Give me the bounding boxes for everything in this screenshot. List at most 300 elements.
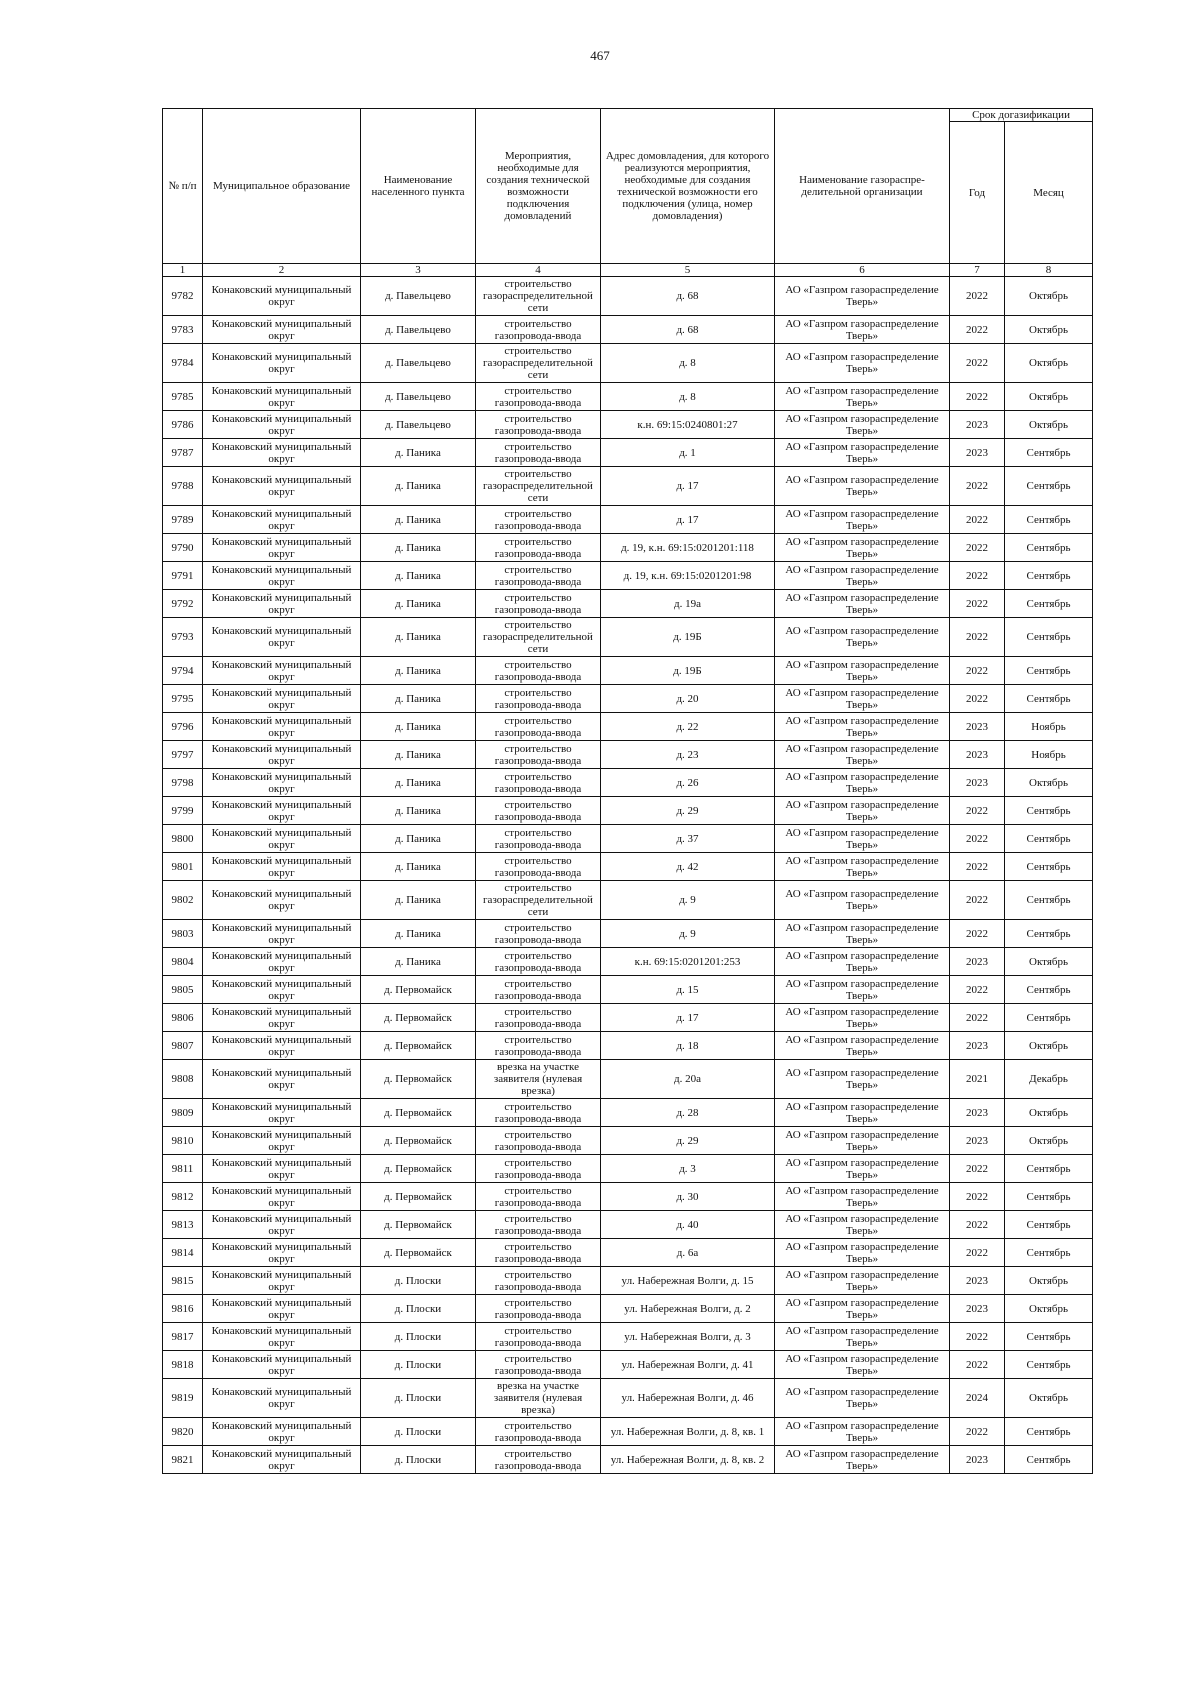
municipality-cell: Конаковский муниципальный округ [203,1446,361,1474]
address-cell: д. 19а [601,590,775,618]
header-cell: № п/п [163,109,203,264]
month-cell: Ноябрь [1005,741,1093,769]
month-cell: Сентябрь [1005,1323,1093,1351]
table-row [163,1060,1093,1099]
municipality-cell: Конаковский муниципальный округ [203,618,361,657]
measure-cell: строительство газораспределительной сети [476,618,601,657]
table-row [163,344,1093,383]
year-cell: 2022 [950,562,1005,590]
address-cell: д. 26 [601,769,775,797]
municipality-cell: Конаковский муниципальный округ [203,1323,361,1351]
address-cell: д. 17 [601,1004,775,1032]
year-cell: 2022 [950,1323,1005,1351]
measure-cell: строительство газопровода-ввода [476,1211,601,1239]
year-cell: 2022 [950,853,1005,881]
row-number-cell: 9820 [163,1418,203,1446]
measure-cell: строительство газопровода-ввода [476,825,601,853]
row-number-cell: 9818 [163,1351,203,1379]
gas-organization-cell: АО «Газпром газораспределение Тверь» [775,1183,950,1211]
address-cell: ул. Набережная Волги, д. 41 [601,1351,775,1379]
table-row [163,825,1093,853]
row-number-cell: 9811 [163,1155,203,1183]
municipality-cell: Конаковский муниципальный округ [203,1211,361,1239]
gas-organization-cell: АО «Газпром газораспределение Тверь» [775,1295,950,1323]
header-cell: Наименование газораспре-делительной организации [775,109,950,264]
month-cell: Сентябрь [1005,825,1093,853]
municipality-cell: Конаковский муниципальный округ [203,316,361,344]
settlement-cell: д. Павельцево [361,344,476,383]
table-row [163,383,1093,411]
row-number-cell: 9803 [163,920,203,948]
settlement-cell: д. Павельцево [361,411,476,439]
row-number-cell: 9821 [163,1446,203,1474]
column-number: 4 [476,264,601,277]
row-number-cell: 9789 [163,506,203,534]
measure-cell: строительство газопровода-ввода [476,797,601,825]
gas-organization-cell: АО «Газпром газораспределение Тверь» [775,1323,950,1351]
settlement-cell: д. Павельцево [361,316,476,344]
measure-cell: строительство газопровода-ввода [476,1446,601,1474]
settlement-cell: д. Первомайск [361,1183,476,1211]
settlement-cell: д. Первомайск [361,1004,476,1032]
year-cell: 2023 [950,439,1005,467]
month-cell: Сентябрь [1005,618,1093,657]
gas-organization-cell: АО «Газпром газораспределение Тверь» [775,383,950,411]
settlement-cell: д. Паника [361,853,476,881]
year-cell: 2022 [950,685,1005,713]
measure-cell: строительство газопровода-ввода [476,506,601,534]
year-cell: 2022 [950,797,1005,825]
row-number-cell: 9801 [163,853,203,881]
year-cell: 2022 [950,881,1005,920]
year-cell: 2023 [950,741,1005,769]
measure-cell: строительство газопровода-ввода [476,562,601,590]
table-row [163,1127,1093,1155]
measure-cell: строительство газораспределительной сети [476,344,601,383]
month-cell: Октябрь [1005,344,1093,383]
row-number-cell: 9816 [163,1295,203,1323]
column-number-row [163,264,1093,277]
municipality-cell: Конаковский муниципальный округ [203,657,361,685]
table-row [163,685,1093,713]
gas-organization-cell: АО «Газпром газораспределение Тверь» [775,1004,950,1032]
settlement-cell: д. Первомайск [361,1099,476,1127]
gas-organization-cell: АО «Газпром газораспределение Тверь» [775,685,950,713]
row-number-cell: 9817 [163,1323,203,1351]
gas-organization-cell: АО «Газпром газораспределение Тверь» [775,657,950,685]
gas-organization-cell: АО «Газпром газораспределение Тверь» [775,277,950,316]
row-number-cell: 9784 [163,344,203,383]
gas-organization-cell: АО «Газпром газораспределение Тверь» [775,1032,950,1060]
table-row [163,1295,1093,1323]
municipality-cell: Конаковский муниципальный округ [203,1099,361,1127]
measure-cell: строительство газопровода-ввода [476,383,601,411]
month-cell: Сентябрь [1005,467,1093,506]
municipality-cell: Конаковский муниципальный округ [203,976,361,1004]
month-cell: Сентябрь [1005,1418,1093,1446]
municipality-cell: Конаковский муниципальный округ [203,741,361,769]
municipality-cell: Конаковский муниципальный округ [203,277,361,316]
settlement-cell: д. Первомайск [361,976,476,1004]
address-cell: д. 17 [601,467,775,506]
municipality-cell: Конаковский муниципальный округ [203,948,361,976]
row-number-cell: 9791 [163,562,203,590]
table-row [163,1211,1093,1239]
table-row [163,769,1093,797]
table-row [163,562,1093,590]
address-cell: д. 15 [601,976,775,1004]
settlement-cell: д. Павельцево [361,277,476,316]
municipality-cell: Конаковский муниципальный округ [203,825,361,853]
table-row [163,1099,1093,1127]
municipality-cell: Конаковский муниципальный округ [203,1183,361,1211]
table-row [163,1004,1093,1032]
municipality-cell: Конаковский муниципальный округ [203,920,361,948]
month-cell: Сентябрь [1005,1211,1093,1239]
address-cell: д. 30 [601,1183,775,1211]
address-cell: д. 42 [601,853,775,881]
measure-cell: строительство газопровода-ввода [476,948,601,976]
address-cell: ул. Набережная Волги, д. 3 [601,1323,775,1351]
measure-cell: строительство газопровода-ввода [476,853,601,881]
month-cell: Сентябрь [1005,1351,1093,1379]
address-cell: д. 22 [601,713,775,741]
address-cell: к.н. 69:15:0240801:27 [601,411,775,439]
month-cell: Сентябрь [1005,657,1093,685]
row-number-cell: 9798 [163,769,203,797]
address-cell: д. 28 [601,1099,775,1127]
municipality-cell: Конаковский муниципальный округ [203,383,361,411]
address-cell: д. 40 [601,1211,775,1239]
address-cell: д. 68 [601,316,775,344]
row-number-cell: 9809 [163,1099,203,1127]
year-cell: 2023 [950,1032,1005,1060]
municipality-cell: Конаковский муниципальный округ [203,562,361,590]
municipality-cell: Конаковский муниципальный округ [203,1295,361,1323]
table-row [163,1032,1093,1060]
gas-organization-cell: АО «Газпром газораспределение Тверь» [775,825,950,853]
row-number-cell: 9800 [163,825,203,853]
gas-organization-cell: АО «Газпром газораспределение Тверь» [775,713,950,741]
measure-cell: строительство газопровода-ввода [476,1032,601,1060]
measure-cell: врезка на участке заявителя (нулевая врезка) [476,1060,601,1099]
row-number-cell: 9795 [163,685,203,713]
address-cell: д. 8 [601,383,775,411]
year-cell: 2022 [950,1004,1005,1032]
gas-organization-cell: АО «Газпром газораспределение Тверь» [775,439,950,467]
year-cell: 2024 [950,1379,1005,1418]
settlement-cell: д. Плоски [361,1323,476,1351]
table-row [163,439,1093,467]
month-cell: Октябрь [1005,411,1093,439]
address-cell: д. 9 [601,881,775,920]
measure-cell: строительство газопровода-ввода [476,316,601,344]
municipality-cell: Конаковский муниципальный округ [203,467,361,506]
settlement-cell: д. Паника [361,825,476,853]
table-row [163,1155,1093,1183]
gas-organization-cell: АО «Газпром газораспределение Тверь» [775,1267,950,1295]
gas-organization-cell: АО «Газпром газораспределение Тверь» [775,618,950,657]
table-row [163,411,1093,439]
year-cell: 2023 [950,1127,1005,1155]
municipality-cell: Конаковский муниципальный округ [203,685,361,713]
row-number-cell: 9786 [163,411,203,439]
year-cell: 2022 [950,316,1005,344]
measure-cell: строительство газопровода-ввода [476,1323,601,1351]
month-cell: Сентябрь [1005,1446,1093,1474]
month-cell: Декабрь [1005,1060,1093,1099]
gas-organization-cell: АО «Газпром газораспределение Тверь» [775,1239,950,1267]
header-cell: Муниципальное образование [203,109,361,264]
gas-organization-cell: АО «Газпром газораспределение Тверь» [775,467,950,506]
gas-organization-cell: АО «Газпром газораспределение Тверь» [775,562,950,590]
address-cell: д. 3 [601,1155,775,1183]
municipality-cell: Конаковский муниципальный округ [203,439,361,467]
settlement-cell: д. Первомайск [361,1032,476,1060]
year-cell: 2022 [950,618,1005,657]
year-cell: 2023 [950,1295,1005,1323]
month-cell: Сентябрь [1005,506,1093,534]
measure-cell: строительство газопровода-ввода [476,439,601,467]
gas-organization-cell: АО «Газпром газораспределение Тверь» [775,853,950,881]
month-cell: Октябрь [1005,769,1093,797]
measure-cell: строительство газопровода-ввода [476,685,601,713]
table-row [163,853,1093,881]
year-cell: 2022 [950,590,1005,618]
month-cell: Сентябрь [1005,920,1093,948]
address-cell: д. 6а [601,1239,775,1267]
month-cell: Ноябрь [1005,713,1093,741]
measure-cell: строительство газопровода-ввода [476,1155,601,1183]
measure-cell: строительство газопровода-ввода [476,741,601,769]
address-cell: д. 1 [601,439,775,467]
gas-organization-cell: АО «Газпром газораспределение Тверь» [775,316,950,344]
row-number-cell: 9810 [163,1127,203,1155]
settlement-cell: д. Плоски [361,1379,476,1418]
table-row [163,657,1093,685]
month-cell: Сентябрь [1005,1239,1093,1267]
year-cell: 2022 [950,920,1005,948]
year-cell: 2023 [950,1267,1005,1295]
measure-cell: строительство газопровода-ввода [476,1127,601,1155]
column-number: 3 [361,264,476,277]
table-row [163,1379,1093,1418]
gasification-table [162,108,1093,1474]
address-cell: д. 17 [601,506,775,534]
settlement-cell: д. Паника [361,713,476,741]
measure-cell: строительство газопровода-ввода [476,1183,601,1211]
settlement-cell: д. Паника [361,741,476,769]
table-row [163,881,1093,920]
year-cell: 2022 [950,506,1005,534]
row-number-cell: 9802 [163,881,203,920]
address-cell: ул. Набережная Волги, д. 8, кв. 2 [601,1446,775,1474]
settlement-cell: д. Паника [361,590,476,618]
municipality-cell: Конаковский муниципальный округ [203,769,361,797]
address-cell: д. 18 [601,1032,775,1060]
year-cell: 2022 [950,1239,1005,1267]
header-cell: Месяц [1005,122,1093,264]
year-cell: 2022 [950,825,1005,853]
column-number: 1 [163,264,203,277]
municipality-cell: Конаковский муниципальный округ [203,590,361,618]
gas-organization-cell: АО «Газпром газораспределение Тверь» [775,590,950,618]
gas-organization-cell: АО «Газпром газораспределение Тверь» [775,797,950,825]
settlement-cell: д. Паника [361,439,476,467]
municipality-cell: Конаковский муниципальный округ [203,1060,361,1099]
settlement-cell: д. Паника [361,467,476,506]
municipality-cell: Конаковский муниципальный округ [203,506,361,534]
measure-cell: строительство газопровода-ввода [476,713,601,741]
table-row [163,1267,1093,1295]
address-cell: д. 8 [601,344,775,383]
year-cell: 2023 [950,769,1005,797]
measure-cell: строительство газораспределительной сети [476,881,601,920]
year-cell: 2021 [950,1060,1005,1099]
settlement-cell: д. Первомайск [361,1155,476,1183]
table-row [163,534,1093,562]
column-number: 5 [601,264,775,277]
year-cell: 2022 [950,1211,1005,1239]
row-number-cell: 9783 [163,316,203,344]
gas-organization-cell: АО «Газпром газораспределение Тверь» [775,1127,950,1155]
year-cell: 2023 [950,713,1005,741]
measure-cell: строительство газопровода-ввода [476,1004,601,1032]
address-cell: д. 68 [601,277,775,316]
row-number-cell: 9807 [163,1032,203,1060]
municipality-cell: Конаковский муниципальный округ [203,713,361,741]
settlement-cell: д. Паника [361,769,476,797]
settlement-cell: д. Плоски [361,1267,476,1295]
municipality-cell: Конаковский муниципальный округ [203,411,361,439]
municipality-cell: Конаковский муниципальный округ [203,344,361,383]
settlement-cell: д. Первомайск [361,1239,476,1267]
row-number-cell: 9812 [163,1183,203,1211]
gas-organization-cell: АО «Газпром газораспределение Тверь» [775,881,950,920]
municipality-cell: Конаковский муниципальный округ [203,881,361,920]
month-cell: Сентябрь [1005,881,1093,920]
row-number-cell: 9792 [163,590,203,618]
municipality-cell: Конаковский муниципальный округ [203,1032,361,1060]
year-cell: 2022 [950,1183,1005,1211]
table-row [163,741,1093,769]
month-cell: Сентябрь [1005,562,1093,590]
table-row [163,1323,1093,1351]
month-cell: Сентябрь [1005,853,1093,881]
month-cell: Октябрь [1005,1379,1093,1418]
address-cell: д. 20а [601,1060,775,1099]
header-cell: Мероприятия, необходимые для создания технической возможности подключения домовладений [476,109,601,264]
year-cell: 2023 [950,411,1005,439]
settlement-cell: д. Паника [361,881,476,920]
address-cell: д. 29 [601,1127,775,1155]
measure-cell: строительство газопровода-ввода [476,411,601,439]
year-cell: 2023 [950,1099,1005,1127]
address-cell: д. 19Б [601,618,775,657]
row-number-cell: 9787 [163,439,203,467]
address-cell: ул. Набережная Волги, д. 46 [601,1379,775,1418]
settlement-cell: д. Паника [361,534,476,562]
address-cell: д. 19, к.н. 69:15:0201201:118 [601,534,775,562]
month-cell: Сентябрь [1005,534,1093,562]
row-number-cell: 9813 [163,1211,203,1239]
gas-organization-cell: АО «Газпром газораспределение Тверь» [775,1418,950,1446]
year-cell: 2022 [950,1418,1005,1446]
year-cell: 2023 [950,948,1005,976]
gas-organization-cell: АО «Газпром газораспределение Тверь» [775,976,950,1004]
gas-organization-cell: АО «Газпром газораспределение Тверь» [775,920,950,948]
table-row [163,948,1093,976]
gas-organization-cell: АО «Газпром газораспределение Тверь» [775,769,950,797]
month-cell: Сентябрь [1005,976,1093,1004]
municipality-cell: Конаковский муниципальный округ [203,1127,361,1155]
gas-organization-cell: АО «Газпром газораспределение Тверь» [775,741,950,769]
settlement-cell: д. Плоски [361,1295,476,1323]
row-number-cell: 9799 [163,797,203,825]
row-number-cell: 9788 [163,467,203,506]
header-row-group [163,109,1093,122]
gas-organization-cell: АО «Газпром газораспределение Тверь» [775,1099,950,1127]
gas-organization-cell: АО «Газпром газораспределение Тверь» [775,1351,950,1379]
measure-cell: строительство газораспределительной сети [476,277,601,316]
address-cell: ул. Набережная Волги, д. 8, кв. 1 [601,1418,775,1446]
settlement-cell: д. Плоски [361,1446,476,1474]
month-cell: Сентябрь [1005,1004,1093,1032]
year-cell: 2022 [950,976,1005,1004]
month-cell: Октябрь [1005,1127,1093,1155]
measure-cell: врезка на участке заявителя (нулевая врезка) [476,1379,601,1418]
row-number-cell: 9797 [163,741,203,769]
municipality-cell: Конаковский муниципальный округ [203,797,361,825]
measure-cell: строительство газопровода-ввода [476,1295,601,1323]
settlement-cell: д. Паника [361,948,476,976]
address-cell: д. 20 [601,685,775,713]
month-cell: Октябрь [1005,277,1093,316]
municipality-cell: Конаковский муниципальный округ [203,1351,361,1379]
measure-cell: строительство газопровода-ввода [476,976,601,1004]
settlement-cell: д. Паника [361,506,476,534]
table-row [163,1183,1093,1211]
address-cell: к.н. 69:15:0201201:253 [601,948,775,976]
row-number-cell: 9793 [163,618,203,657]
header-cell: Год [950,122,1005,264]
month-cell: Октябрь [1005,316,1093,344]
table-row [163,1418,1093,1446]
measure-cell: строительство газопровода-ввода [476,920,601,948]
year-cell: 2022 [950,1155,1005,1183]
row-number-cell: 9819 [163,1379,203,1418]
table-row [163,590,1093,618]
year-cell: 2022 [950,383,1005,411]
row-number-cell: 9815 [163,1267,203,1295]
table-row [163,1446,1093,1474]
gas-organization-cell: АО «Газпром газораспределение Тверь» [775,411,950,439]
settlement-cell: д. Паника [361,562,476,590]
row-number-cell: 9814 [163,1239,203,1267]
gas-organization-cell: АО «Газпром газораспределение Тверь» [775,534,950,562]
gas-organization-cell: АО «Газпром газораспределение Тверь» [775,1211,950,1239]
month-cell: Октябрь [1005,1032,1093,1060]
table-body [163,277,1093,1474]
municipality-cell: Конаковский муниципальный округ [203,1379,361,1418]
table-row [163,976,1093,1004]
table-row [163,467,1093,506]
year-cell: 2022 [950,277,1005,316]
address-cell: д. 29 [601,797,775,825]
month-cell: Сентябрь [1005,1155,1093,1183]
table-row [163,1239,1093,1267]
column-number: 2 [203,264,361,277]
